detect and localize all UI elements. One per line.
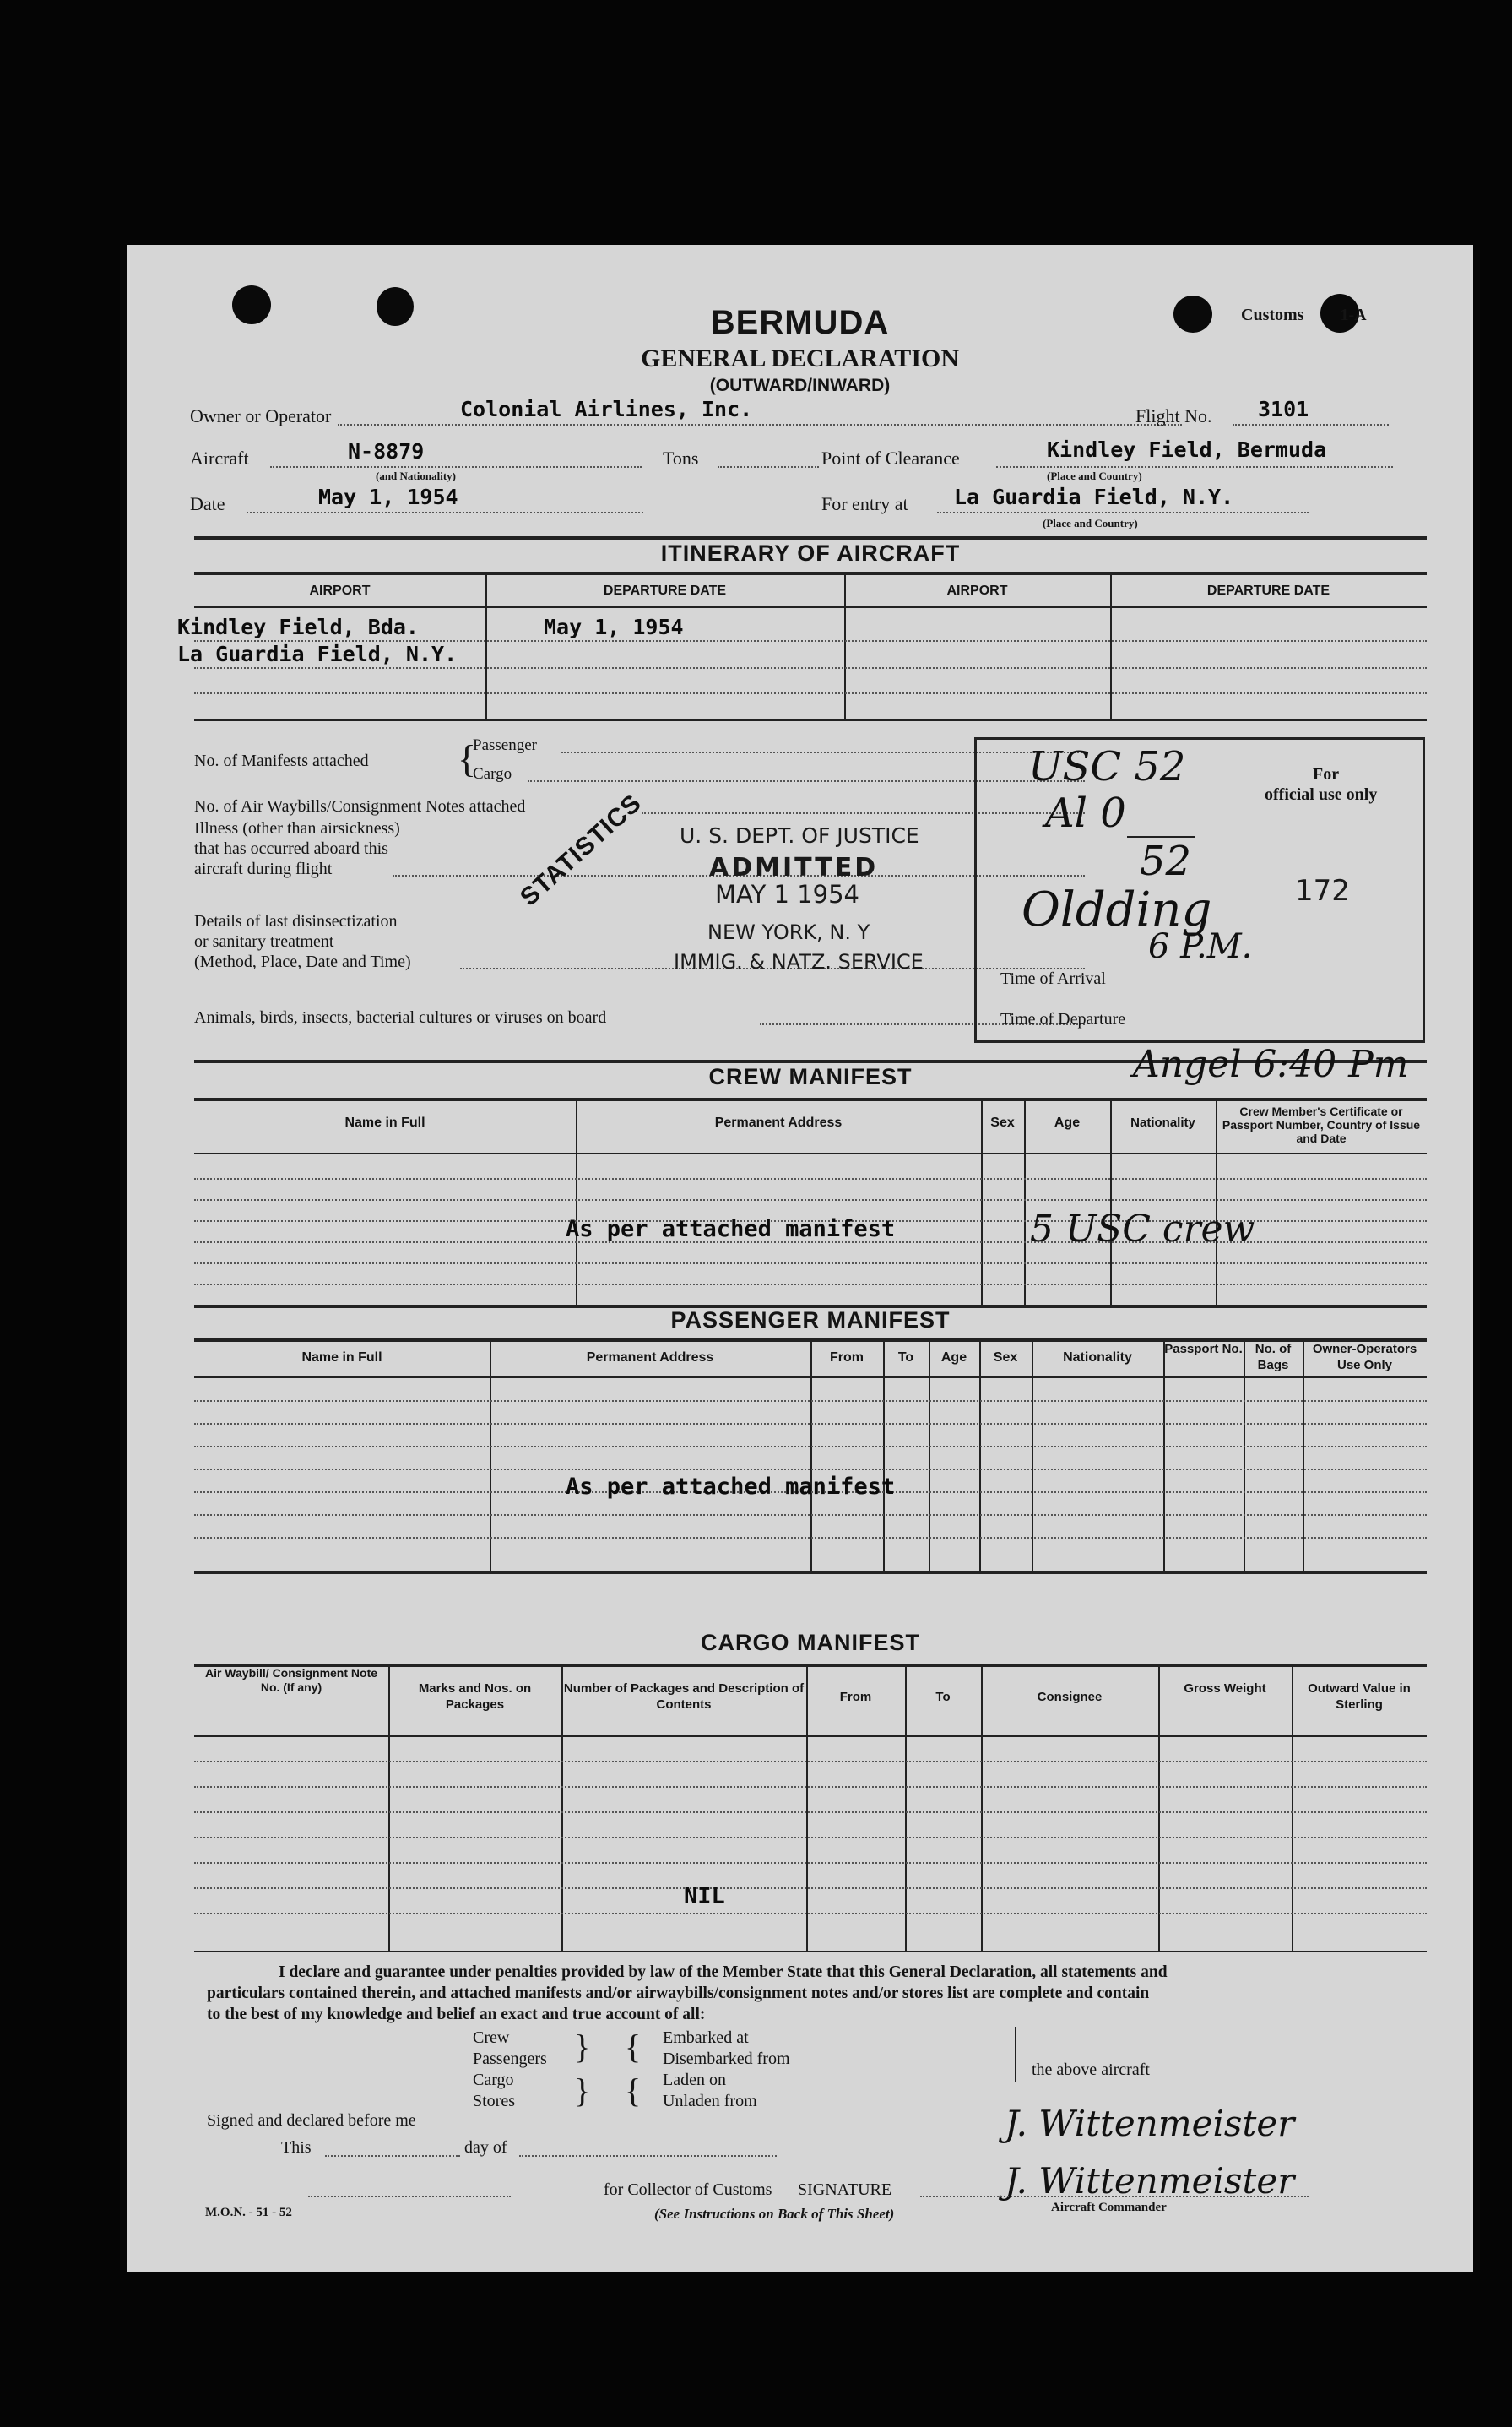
- cargo-heading: CARGO MANIFEST: [701, 1630, 920, 1655]
- cargo-col-from: From: [839, 1690, 872, 1704]
- cargo-col-waybill: Air Waybill/ Consignment Note No. (If any): [204, 1666, 378, 1694]
- manifest-passenger-label: Passenger: [473, 736, 537, 754]
- cargo-col-marks: Marks and Nos. on Packages: [418, 1681, 532, 1712]
- official-hw-2: Al 0: [1045, 790, 1126, 837]
- clearance-value: Kindley Field, Bermuda: [1047, 437, 1327, 462]
- tons-label: Tons: [663, 448, 699, 469]
- commander-label: Aircraft Commander: [1051, 2201, 1167, 2214]
- itin-row-1-airport: Kindley Field, Bda.: [177, 615, 419, 639]
- date-label: Date: [190, 493, 225, 514]
- declaration-line-2: particulars contained therein, and attached manifests and/or airwaybills/consignment notes and/or stores list are complete and contain: [207, 1984, 1150, 2002]
- form-code: M.O.N. - 51 - 52: [205, 2206, 292, 2219]
- official-number: 172: [1295, 874, 1350, 908]
- flight-label: Flight No.: [1135, 405, 1212, 426]
- flight-value: 3101: [1258, 397, 1309, 421]
- cargo-col-consignee: Consignee: [1037, 1690, 1103, 1704]
- animals-label: Animals, birds, insects, bacterial cultures or viruses on board: [194, 1008, 607, 1027]
- pax-col-owner-use: Owner-Operators Use Only: [1312, 1342, 1417, 1372]
- departure-label: Time of Departure: [1000, 1010, 1126, 1029]
- cargo-typed-note: NIL: [684, 1883, 725, 1909]
- declaration-form: BERMUDA GENERAL DECLARATION (OUTWARD/INWARD) Customs 1-A Owner or Operator Colonial Airlines, Inc. Flight No. 3101 Aircraft N-8879 (and Nationality) Tons Point of Clearance Kindley Field, Bermuda (Place and Country) Date May 1, 1954 For entry at La Guardia Field, N.Y. (Place and Country) ITINERARY OF AIRCRAFT AIRPORT DEPARTURE DATE AIRPORT DEPARTURE DATE Kindley Field, Bda. May 1, 1954 La Guardia Field, N.Y. No. of Manifests attached { Passenger Cargo No. of Air Waybills/Consignment Notes attached Illness (other than airsickness) that has occurred aboard this aircraft during flight Details of last disinsectization or sanitary treatment (Method, Place, Date and Time) Animals, birds, insects, bacterial cultures or viruses on board STATISTICS U. S. DEPT. OF JUSTICE ADMITTED MAY 1 1954 NEW YORK, N. Y IMMIG. & NATZ. SERVICE For official use only USC 52 Al 0 52 Oldding 6 P.M. 172 Time of Arrival Time of Departure CREW MANIFEST Angel 6:40 Pm Name in Full Permanent Address Sex Age Nationality Crew Member's Certificate or Passport Number, Country of Issue and Date As per attached manifest 5 USC crew PASSENGER MANIFEST Name in Full Permanent Address From To Age Sex Nationality Passport No. No. of Bags Owner-Operators Use Only As per attached manifest CARGO MANIFEST Air Waybill/ Consignment Note No. (If any) Marks and Nos. on Packages Number of Packages and Description of Contents From To Consignee Gross Weight Outward Value in Sterling NIL I declare and guarantee under penalties provided by law of the Member State that this General Declaration, all statements and particulars contained therein, and attached manifests and/or airwaybills/consignment notes and/or stores list are complete and contain to the best of my knowledge and belief an exact and true account of all: Crew Passengers Cargo Stores } } { { Embarked at Disembarked from Laden on Unladen from the above aircraft Signed and declared before me This day of J. Wittenmeister J. Wittenmeister for Collector of Customs SIGNATURE Aircraft Commander M.O.N. - 51 - 52 (See Instructions on Back of This Sheet): [127, 245, 1473, 2272]
- crew-col-certificate: Crew Member's Certificate or Passport Number, Country of Issue and Date: [1222, 1105, 1421, 1145]
- clearance-label: Point of Clearance: [821, 448, 960, 469]
- signed-label: Signed and declared before me: [207, 2111, 416, 2130]
- arrival-label: Time of Arrival: [1000, 969, 1106, 988]
- decl-action-laden: Laden on: [663, 2071, 726, 2089]
- itinerary-heading: ITINERARY OF AIRCRAFT: [660, 540, 961, 566]
- itin-col-departure-1: DEPARTURE DATE: [603, 584, 727, 598]
- pax-col-nationality: Nationality: [1063, 1350, 1132, 1365]
- cargo-col-to: To: [935, 1690, 951, 1704]
- crew-col-age: Age: [1054, 1116, 1081, 1130]
- aircraft-label: Aircraft: [190, 448, 249, 469]
- pax-col-from: From: [830, 1350, 864, 1365]
- statistics-stamp: STATISTICS: [515, 789, 648, 912]
- aircraft-value: N-8879: [348, 439, 425, 464]
- place-country-1: (Place and Country): [1047, 470, 1142, 482]
- decl-item-stores: Stores: [473, 2092, 515, 2110]
- decl-item-passengers: Passengers: [473, 2050, 547, 2068]
- itin-col-airport-1: AIRPORT: [309, 584, 371, 598]
- pax-col-address: Permanent Address: [586, 1350, 714, 1365]
- itin-col-departure-2: DEPARTURE DATE: [1206, 584, 1330, 598]
- crew-col-sex: Sex: [990, 1116, 1015, 1130]
- disinsect-label-3: (Method, Place, Date and Time): [194, 953, 411, 971]
- itin-col-airport-2: AIRPORT: [946, 584, 1008, 598]
- decl-item-crew: Crew: [473, 2028, 510, 2047]
- pax-col-name: Name in Full: [301, 1350, 382, 1365]
- official-label-2: official use only: [1265, 785, 1378, 804]
- official-hw-3: 52: [1140, 838, 1192, 885]
- decl-action-embarked: Embarked at: [663, 2028, 749, 2047]
- crew-typed-note: As per attached manifest: [566, 1216, 896, 1242]
- crew-hw-note: Angel 6:40 Pm: [1133, 1043, 1409, 1086]
- date-value: May 1, 1954: [318, 485, 458, 509]
- place-country-2: (Place and Country): [1043, 517, 1138, 529]
- owner-value: Colonial Airlines, Inc.: [460, 397, 753, 421]
- entry-value: La Guardia Field, N.Y.: [954, 485, 1234, 509]
- decl-action-unladen: Unladen from: [663, 2092, 757, 2110]
- aircraft-sub: (and Nationality): [376, 470, 456, 482]
- stamp-city: NEW YORK, N. Y: [707, 920, 870, 944]
- pax-col-sex: Sex: [993, 1350, 1018, 1365]
- signature-2: J. Wittenmeister: [1005, 2160, 1295, 2202]
- day-label: day of: [464, 2138, 507, 2157]
- decl-item-cargo: Cargo: [473, 2071, 514, 2089]
- passenger-heading: PASSENGER MANIFEST: [670, 1307, 951, 1333]
- declaration-line-3: to the best of my knowledge and belief an exact and true account of all:: [207, 2006, 706, 2023]
- waybills-label: No. of Air Waybills/Consignment Notes attached: [194, 797, 526, 816]
- official-hw-signature: Oldding: [1022, 882, 1212, 937]
- stamp-admitted: ADMITTED: [709, 853, 879, 882]
- instructions-note: (See Instructions on Back of This Sheet): [654, 2206, 895, 2222]
- disinsect-label-1: Details of last disinsectization: [194, 912, 398, 931]
- pax-col-bags: No. of Bags: [1255, 1342, 1292, 1372]
- official-label-1: For: [1313, 765, 1340, 784]
- entry-label: For entry at: [821, 493, 908, 514]
- pax-col-passport: Passport No.: [1164, 1342, 1243, 1356]
- crew-col-name: Name in Full: [344, 1116, 425, 1130]
- signature-label: SIGNATURE: [798, 2180, 892, 2199]
- stamp-dept: U. S. DEPT. OF JUSTICE: [680, 823, 919, 848]
- form-country: BERMUDA: [710, 304, 890, 341]
- illness-label-2: that has occurred aboard this: [194, 839, 388, 858]
- signature-1: J. Wittenmeister: [1005, 2103, 1295, 2144]
- disinsect-label-2: or sanitary treatment: [194, 932, 334, 951]
- crew-hw-note-2: 5 USC crew: [1030, 1208, 1255, 1251]
- above-aircraft-label: the above aircraft: [1032, 2061, 1150, 2079]
- collector-label: for Collector of Customs: [604, 2180, 772, 2199]
- crew-heading: CREW MANIFEST: [708, 1064, 913, 1089]
- crew-col-nationality: Nationality: [1130, 1116, 1195, 1130]
- decl-action-disembarked: Disembarked from: [663, 2050, 790, 2068]
- pax-col-to: To: [897, 1350, 914, 1365]
- crew-col-address: Permanent Address: [714, 1116, 843, 1130]
- illness-label-1: Illness (other than airsickness): [194, 819, 400, 838]
- manifest-cargo-label: Cargo: [473, 765, 512, 783]
- official-hw-time: 6 P.M.: [1148, 927, 1253, 966]
- form-subtitle: (OUTWARD/INWARD): [709, 376, 891, 395]
- stamp-service: IMMIG. & NATZ. SERVICE: [674, 950, 924, 974]
- customs-ref: Customs 1-A: [1241, 306, 1367, 324]
- pax-col-age: Age: [940, 1350, 967, 1365]
- cargo-col-weight: Gross Weight: [1184, 1681, 1266, 1696]
- this-label: This: [281, 2138, 312, 2157]
- itin-row-1-departure: May 1, 1954: [544, 615, 684, 639]
- stamp-date: MAY 1 1954: [715, 880, 860, 909]
- cargo-col-packages: Number of Packages and Description of Contents: [563, 1681, 805, 1712]
- manifests-label: No. of Manifests attached: [194, 752, 369, 770]
- owner-label: Owner or Operator: [190, 405, 332, 426]
- illness-label-3: aircraft during flight: [194, 860, 333, 878]
- declaration-line-1: I declare and guarantee under penalties provided by law of the Member State that this General Declaration, all statements and: [279, 1963, 1168, 1981]
- itin-row-2-airport: La Guardia Field, N.Y.: [177, 642, 458, 666]
- cargo-col-value: Outward Value in Sterling: [1308, 1681, 1411, 1712]
- pax-typed-note: As per attached manifest: [566, 1474, 896, 1500]
- official-hw-1: USC 52: [1028, 743, 1186, 790]
- form-title: GENERAL DECLARATION: [640, 345, 959, 372]
